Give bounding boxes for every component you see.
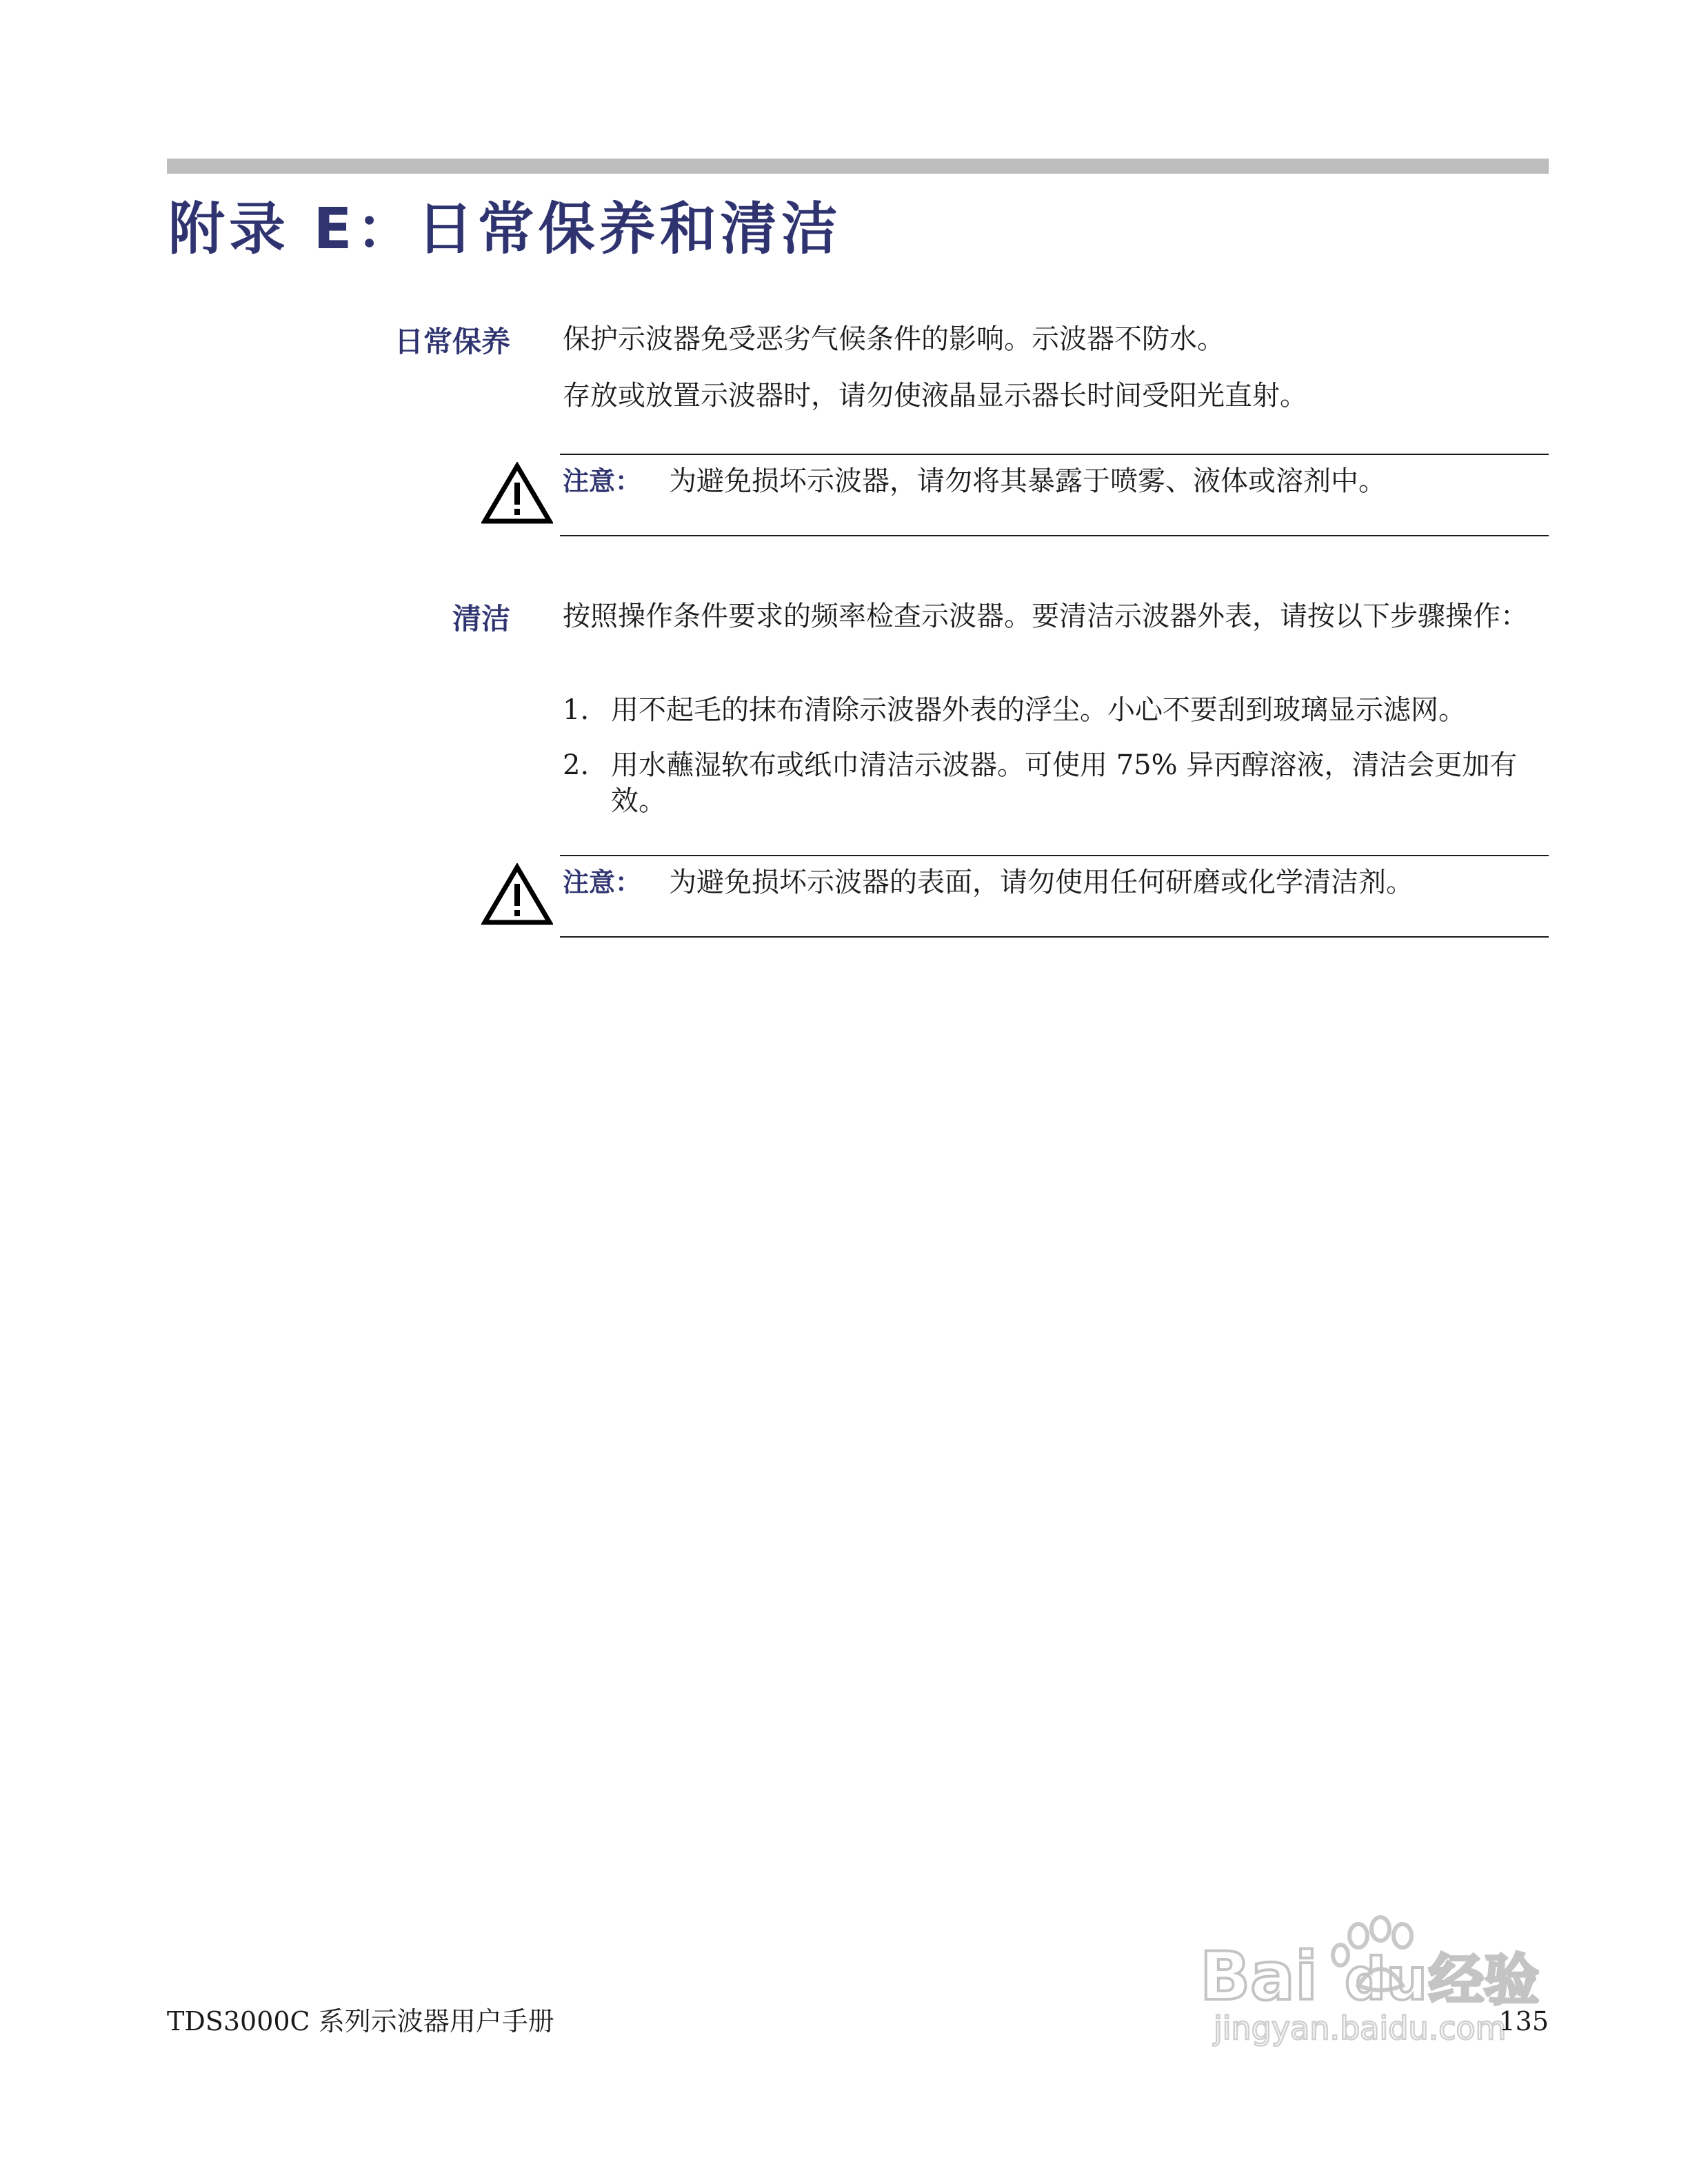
section-heading-cleaning: 清洁 <box>452 602 510 636</box>
svg-text:经验: 经验 <box>1429 1948 1539 2012</box>
maintenance-paragraph-2: 存放或放置示波器时，请勿使液晶显示器长时间受阳光直射。 <box>563 380 1307 412</box>
caution-rule-top <box>560 855 1549 856</box>
caution-rule-bottom <box>560 936 1549 938</box>
caution-box-maintenance <box>481 454 1549 536</box>
caution-text: 为避免损坏示波器的表面，请勿使用任何研磨或化学清洁剂。 <box>669 867 1414 898</box>
warning-triangle-icon <box>481 462 553 525</box>
svg-text:Bai: Bai <box>1200 1938 1318 2015</box>
list-item-text: 用水蘸湿软布或纸巾清洁示波器。可使用 75% 异丙醇溶液，清洁会更加有效。 <box>611 749 1518 817</box>
page-number: 135 <box>1498 2006 1549 2036</box>
caution-label: 注意： <box>563 867 642 898</box>
warning-triangle-icon <box>481 863 553 927</box>
list-item <box>563 692 1549 728</box>
section-heading-maintenance: 日常保养 <box>394 325 510 358</box>
caution-rule-bottom <box>560 535 1549 536</box>
caution-rule-top <box>560 454 1549 455</box>
header-rule <box>167 159 1549 174</box>
footer-manual-title: TDS3000C 系列示波器用户手册 <box>167 2006 554 2036</box>
svg-text:jingyan.baidu.com: jingyan.baidu.com <box>1214 2010 1507 2047</box>
maintenance-paragraph-1: 保护示波器免受恶劣气候条件的影响。示波器不防水。 <box>563 323 1225 355</box>
list-item-number: 2. <box>563 749 590 781</box>
list-item <box>563 747 1549 819</box>
caution-label: 注意： <box>563 466 642 496</box>
svg-text:du: du <box>1345 1945 1427 2013</box>
list-item-text: 用不起毛的抹布清除示波器外表的浮尘。小心不要刮到玻璃显示滤网。 <box>611 694 1466 726</box>
caution-text: 为避免损坏示波器，请勿将其暴露于喷雾、液体或溶剂中。 <box>669 465 1386 497</box>
list-item-number: 1. <box>563 694 590 726</box>
cleaning-intro: 按照操作条件要求的频率检查示波器。要清洁示波器外表，请按以下步骤操作： <box>563 600 1528 632</box>
page-title: 附录 E：日常保养和清洁 <box>168 196 842 262</box>
caution-box-cleaning <box>481 855 1549 938</box>
